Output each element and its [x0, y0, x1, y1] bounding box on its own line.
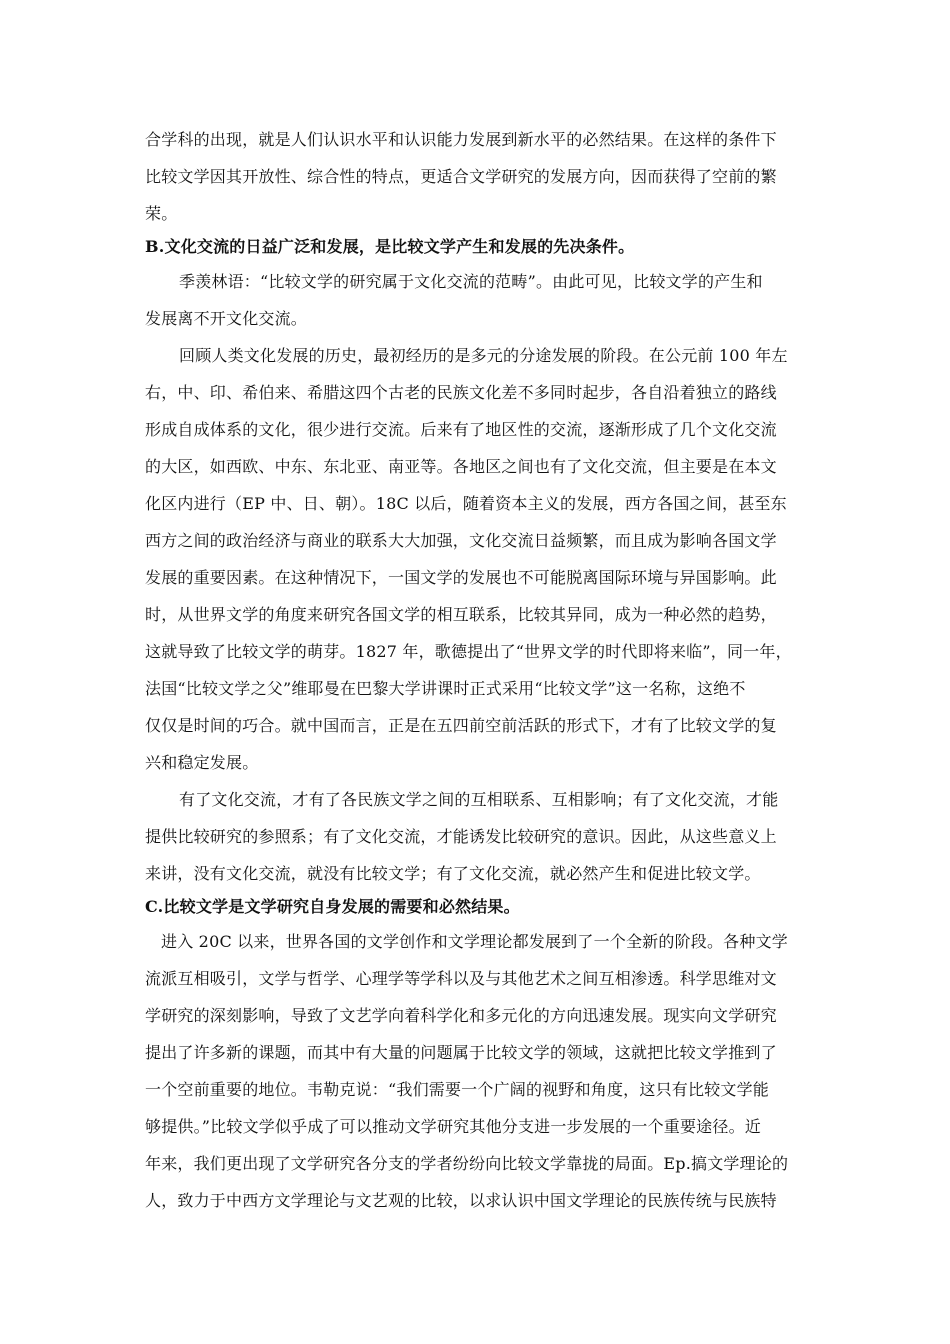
text-line: 仅仅是时间的巧合。就中国而言，正是在五四前空前活跃的形式下，才有了比较文学的复 [145, 716, 777, 735]
text-line: 时，从世界文学的角度来研究各国文学的相互联系，比较其异同，成为一种必然的趋势， [145, 605, 777, 624]
text-line: 西方之间的政治经济与商业的联系大大加强，文化交流日益频繁，而且成为影响各国文学 [145, 531, 777, 550]
text-line: 发展离不开文化交流。 [145, 309, 308, 328]
paragraph-first-line: 回顾人类文化发展的历史，最初经历的是多元的分途发展的阶段。在公元前 100 年左 [179, 346, 788, 365]
text-line: 学研究的深刻影响，导致了文艺学向着科学化和多元化的方向迅速发展。现实向文学研究 [145, 1006, 777, 1025]
text-line: 兴和稳定发展。 [145, 753, 259, 772]
text-line: 法国“比较文学之父”维耶曼在巴黎大学讲课时正式采用“比较文学”这一名称，这绝不 [145, 679, 746, 698]
text-line: 够提供。”比较文学似乎成了可以推动文学研究其他分支进一步发展的一个重要途径。近 [145, 1117, 761, 1136]
text-line: 的大区，如西欧、中东、东北亚、南亚等。各地区之间也有了文化交流，但主要是在本文 [145, 457, 777, 476]
text-line: 年来，我们更出现了文学研究各分支的学者纷纷向比较文学靠拢的局面。Ep.搞文学理论的 [145, 1154, 789, 1173]
text-line: 化区内进行（EP 中、日、朝）。18C 以后，随着资本主义的发展，西方各国之间，甚至东 [145, 494, 787, 513]
paragraph-first-line: 季羡林语：“比较文学的研究属于文化交流的范畴”。由此可见，比较文学的产生和 [179, 272, 763, 291]
text-line: 荣。 [145, 204, 178, 223]
text-line: 一个空前重要的地位。韦勒克说：“我们需要一个广阔的视野和角度，这只有比较文学能 [145, 1080, 769, 1099]
text-line: 提出了许多新的课题，而其中有大量的问题属于比较文学的领域，这就把比较文学推到了 [145, 1043, 777, 1062]
section-heading-b: B.文化交流的日益广泛和发展，是比较文学产生和发展的先决条件。 [145, 237, 635, 256]
text-line: 这就导致了比较文学的萌芽。1827 年，歌德提出了“世界文学的时代即将来临”，同一年， [145, 642, 792, 661]
text-line: 比较文学因其开放性、综合性的特点，更适合文学研究的发展方向，因而获得了空前的繁 [145, 167, 777, 186]
section-heading-c: C.比较文学是文学研究自身发展的需要和必然结果。 [145, 897, 520, 916]
text-line: 提供比较研究的参照系；有了文化交流，才能诱发比较研究的意识。因此，从这些意义上 [145, 827, 777, 846]
paragraph-first-line: 有了文化交流，才有了各民族文学之间的互相联系、互相影响；有了文化交流，才能 [179, 790, 779, 809]
text-line: 人，致力于中西方文学理论与文艺观的比较，以求认识中国文学理论的民族传统与民族特 [145, 1191, 777, 1210]
text-line: 合学科的出现，就是人们认识水平和认识能力发展到新水平的必然结果。在这样的条件下 [145, 130, 777, 149]
paragraph-first-line: 进入 20C 以来，世界各国的文学创作和文学理论都发展到了一个全新的阶段。各种文学 [161, 932, 788, 951]
text-line: 发展的重要因素。在这种情况下，一国文学的发展也不可能脱离国际环境与异国影响。此 [145, 568, 777, 587]
text-line: 流派互相吸引，文学与哲学、心理学等学科以及与其他艺术之间互相渗透。科学思维对文 [145, 969, 777, 988]
text-line: 形成自成体系的文化，很少进行交流。后来有了地区性的交流，逐渐形成了几个文化交流 [145, 420, 777, 439]
text-line: 右，中、印、希伯来、希腊这四个古老的民族文化差不多同时起步，各自沿着独立的路线 [145, 383, 777, 402]
text-line: 来讲，没有文化交流，就没有比较文学；有了文化交流，就必然产生和促进比较文学。 [145, 864, 761, 883]
